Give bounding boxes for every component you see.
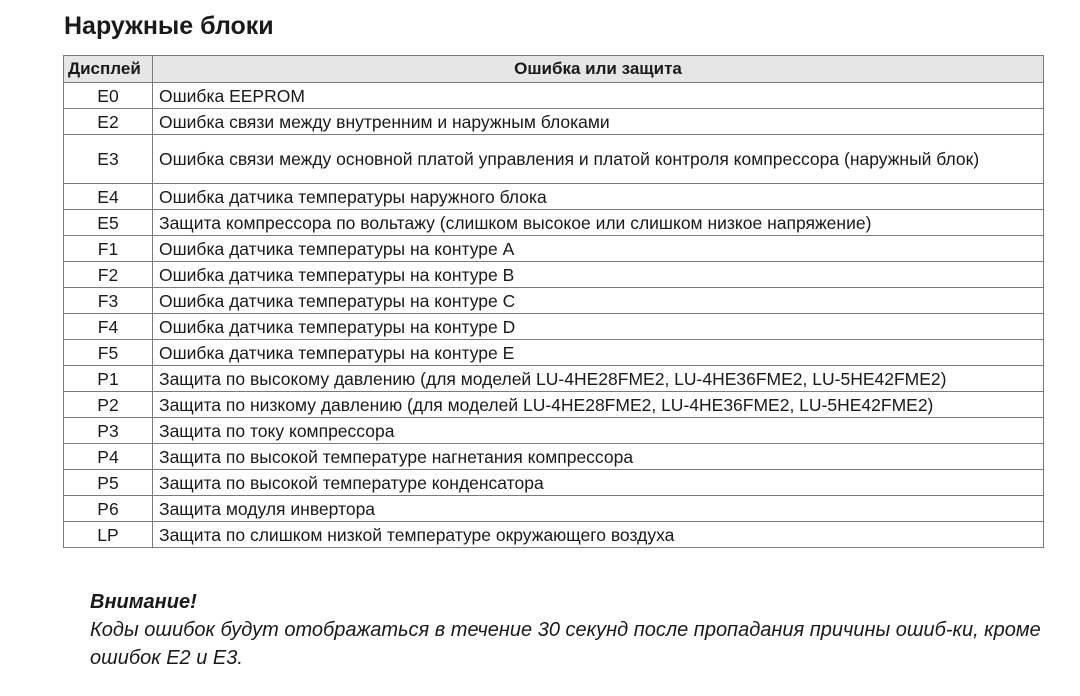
- row-code: P3: [64, 418, 153, 444]
- row-description: Ошибка датчика температуры на контуре В: [153, 262, 1044, 288]
- row-description: Защита по высокой температуре нагнетания компрессора: [153, 444, 1044, 470]
- table-row: [64, 109, 1044, 135]
- row-code: P6: [64, 496, 153, 522]
- row-description: Защита по высокому давлению (для моделей LU-4HE28FME2, LU-4HE36FME2, LU-5HE42FME2): [153, 366, 1044, 392]
- table-row: [64, 496, 1044, 522]
- row-code: F3: [64, 288, 153, 314]
- row-code: P4: [64, 444, 153, 470]
- table-row: [64, 210, 1044, 236]
- row-code: F4: [64, 314, 153, 340]
- row-code: P1: [64, 366, 153, 392]
- table-row: [64, 444, 1044, 470]
- note-body: Коды ошибок будут отображаться в течение 30 секунд после пропадания причины ошиб-ки, кроме ошибок E2 и E3.: [90, 619, 1041, 669]
- row-description: Защита по низкому давлению (для моделей LU-4HE28FME2, LU-4HE36FME2, LU-5HE42FME2): [153, 392, 1044, 418]
- row-code: E4: [64, 184, 153, 210]
- header-display: Дисплей: [64, 56, 153, 83]
- note-title: Внимание!: [90, 591, 197, 613]
- row-code: P2: [64, 392, 153, 418]
- table-row: [64, 522, 1044, 548]
- row-description: Ошибка датчика температуры на контуре D: [153, 314, 1044, 340]
- row-description: Ошибка связи между основной платой управления и платой контроля компрессора (наружный блок): [153, 135, 1044, 184]
- row-code: E5: [64, 210, 153, 236]
- row-description: Защита по току компрессора: [153, 418, 1044, 444]
- row-description: Защита по слишком низкой температуре окружающего воздуха: [153, 522, 1044, 548]
- attention-note: [90, 588, 1050, 672]
- row-description: Защита модуля инвертора: [153, 496, 1044, 522]
- error-codes-table: [63, 55, 1044, 548]
- page-title: Наружные блоки: [64, 12, 274, 40]
- table-row: [64, 418, 1044, 444]
- table-row: [64, 366, 1044, 392]
- table-row: [64, 135, 1044, 184]
- row-description: Защита по высокой температуре конденсатора: [153, 470, 1044, 496]
- row-code: F1: [64, 236, 153, 262]
- table-row: [64, 83, 1044, 109]
- row-description: Ошибка датчика температуры на контуре E: [153, 340, 1044, 366]
- table-row: [64, 262, 1044, 288]
- row-description: Ошибка датчика температуры на контуре С: [153, 288, 1044, 314]
- row-description: Ошибка связи между внутренним и наружным блоками: [153, 109, 1044, 135]
- table-row: [64, 392, 1044, 418]
- table-header-row: [64, 56, 1044, 83]
- table-row: [64, 314, 1044, 340]
- row-description: Ошибка датчика температуры наружного блока: [153, 184, 1044, 210]
- row-description: Ошибка датчика температуры на контуре А: [153, 236, 1044, 262]
- row-code: LP: [64, 522, 153, 548]
- table-row: [64, 288, 1044, 314]
- row-code: F2: [64, 262, 153, 288]
- table-row: [64, 470, 1044, 496]
- header-error: Ошибка или защита: [153, 56, 1044, 83]
- table-row: [64, 236, 1044, 262]
- row-code: F5: [64, 340, 153, 366]
- row-description: Ошибка EEPROM: [153, 83, 1044, 109]
- row-code: E0: [64, 83, 153, 109]
- row-description: Защита компрессора по вольтажу (слишком высокое или слишком низкое напряжение): [153, 210, 1044, 236]
- row-code: E3: [64, 135, 153, 184]
- table-row: [64, 340, 1044, 366]
- row-code: P5: [64, 470, 153, 496]
- table-row: [64, 184, 1044, 210]
- row-code: E2: [64, 109, 153, 135]
